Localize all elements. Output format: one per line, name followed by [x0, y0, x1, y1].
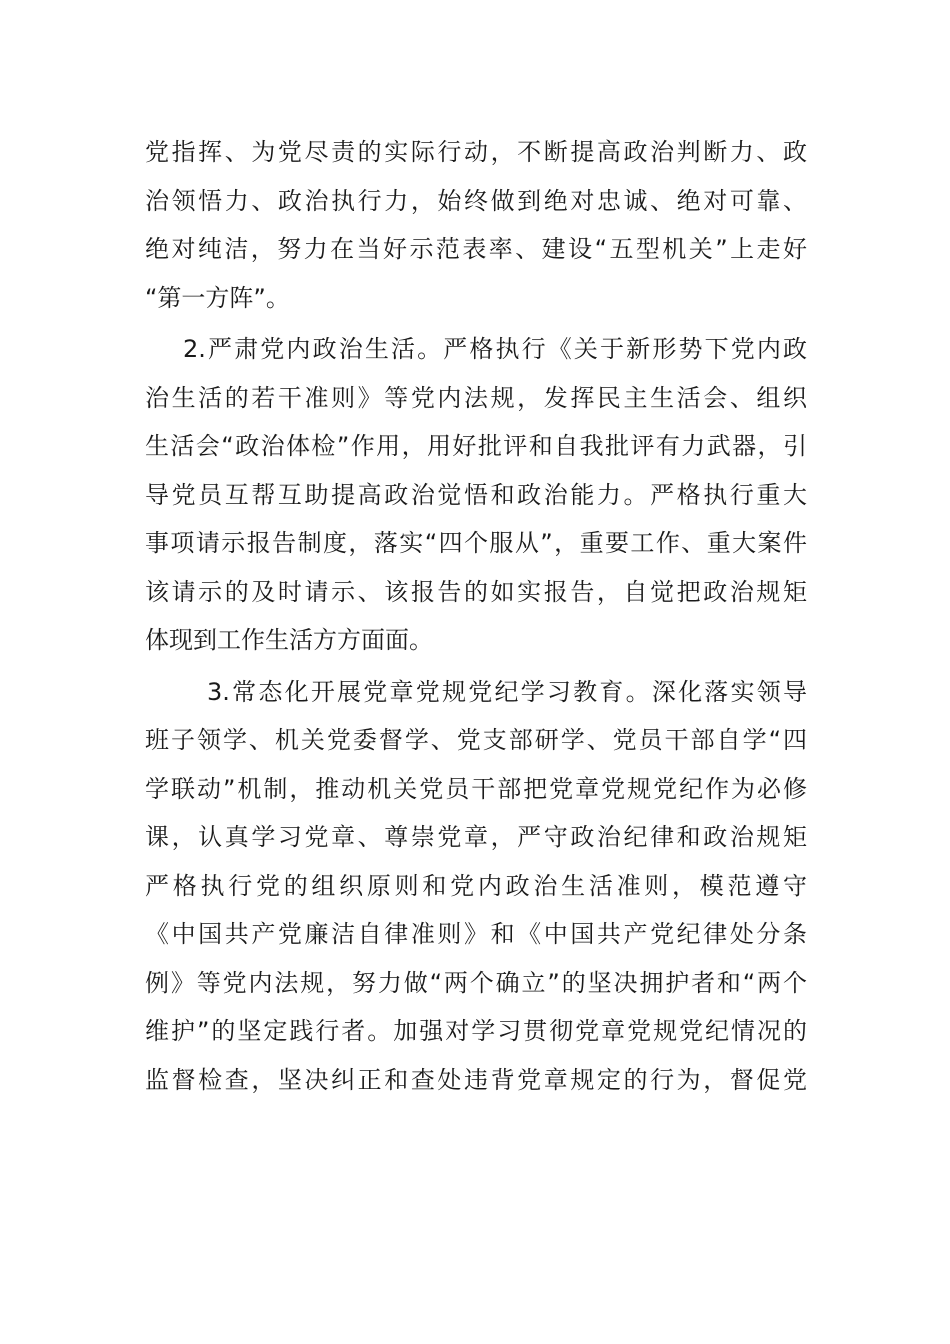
- text-line: 治生活的若干准则》等党内法规，发挥民主生活会、组织: [145, 383, 807, 412]
- text-line: 课，认真学习党章、尊崇党章，严守政治纪律和政治规矩: [145, 823, 807, 851]
- paragraph-3-heading-line: 3.常态化开展党章党规党纪学习教育。深化落实领导: [207, 677, 807, 706]
- text-line: 导党员互帮互助提高政治觉悟和政治能力。严格执行重大: [145, 480, 807, 509]
- text-line: 班子领学、机关党委督学、党支部研学、党员干部自学“四: [145, 726, 807, 754]
- text-line: 维护”的坚定践行者。加强对学习贯彻党章党规党纪情况的: [145, 1017, 807, 1045]
- text-line: 党指挥、为党尽责的实际行动，不断提高政治判断力、政: [145, 138, 807, 166]
- text-line: 《中国共产党廉洁自律准则》和《中国共产党纪律处分条: [145, 920, 807, 948]
- text-line: 严格执行党的组织原则和党内政治生活准则，模范遵守: [145, 871, 807, 900]
- text-line: 该请示的及时请示、该报告的如实报告，自觉把政治规矩: [145, 577, 807, 606]
- text-line: 绝对纯洁，努力在当好示范表率、建设“五型机关”上走好: [145, 235, 807, 263]
- text-line: 例》等党内法规，努力做“两个确立”的坚决拥护者和“两个: [145, 968, 807, 997]
- paragraph-2-heading-line: 2.严肃党内政治生活。严格执行《关于新形势下党内政: [183, 335, 807, 363]
- text-line: 生活会“政治体检”作用，用好批评和自我批评有力武器，引: [145, 432, 807, 460]
- text-line: 治领悟力、政治执行力，始终做到绝对忠诚、绝对可靠、: [145, 186, 807, 215]
- text-line: 学联动”机制，推动机关党员干部把党章党规党纪作为必修: [145, 774, 807, 803]
- text-line: 体现到工作生活方方面面。: [145, 626, 433, 654]
- body-text: [145, 128, 807, 1104]
- text-line: 事项请示报告制度，落实“四个服从”，重要工作、重大案件: [145, 529, 807, 557]
- text-line: 监督检查，坚决纠正和查处违背党章规定的行为，督促党: [145, 1065, 807, 1094]
- text-line: “第一方阵”。: [145, 283, 290, 312]
